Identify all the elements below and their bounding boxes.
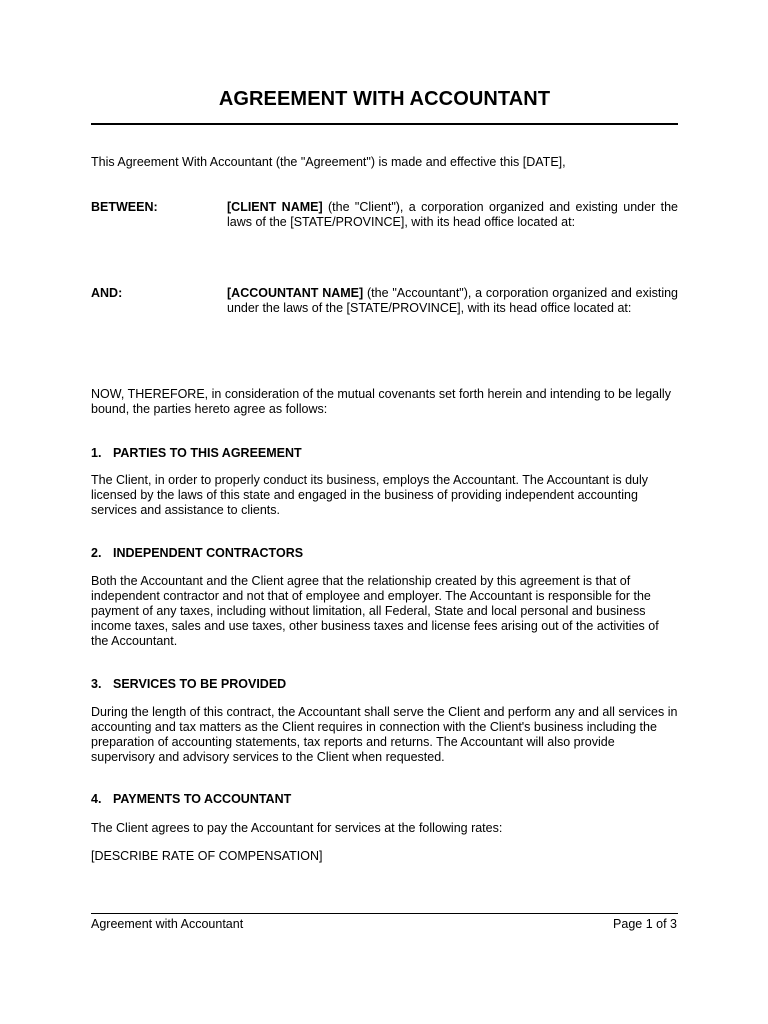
section-4-body: The Client agrees to pay the Accountant for services at the following rates:	[91, 821, 503, 835]
section-2-body: Both the Accountant and the Client agree that the relationship created by this agreement is that of independent contractor and not that of employee and employer. The Accountant is responsible for the payment of any taxes, including without limitation, all Federal, State and local personal and business income taxes, sales and use taxes, other business taxes and license fees arising out of the activities of the Accountant.	[91, 574, 659, 648]
between-clause	[227, 200, 678, 230]
and-label: AND:	[91, 286, 123, 300]
section-3-title: SERVICES TO BE PROVIDED	[113, 677, 287, 691]
intro-paragraph: This Agreement With Accountant (the "Agreement") is made and effective this [DATE],	[91, 155, 566, 169]
section-4-number: 4.	[91, 792, 102, 806]
and-clause	[227, 286, 678, 316]
between-clause-text: (the "Client"), a corporation organized and existing under the laws of the [STATE/PROVINCE], with its head office located at:	[227, 200, 678, 229]
section-3-number: 3.	[91, 677, 102, 691]
section-1-number: 1.	[91, 446, 102, 460]
section-1-heading	[91, 446, 302, 461]
and-clause-text: (the "Accountant"), a corporation organized and existing under the laws of the [STATE/PROVINCE], with its head office located at:	[227, 286, 679, 315]
title-divider	[91, 123, 678, 125]
section-1-body: The Client, in order to properly conduct its business, employs the Accountant. The Accountant is duly licensed by the laws of this state and engaged in the business of providing independent accounting services and assistance to clients.	[91, 473, 649, 517]
document-title: AGREEMENT WITH ACCOUNTANT	[218, 88, 551, 110]
section-2-number: 2.	[91, 546, 102, 560]
accountant-name-placeholder: [ACCOUNTANT NAME]	[227, 286, 364, 300]
section-2-title: INDEPENDENT CONTRACTORS	[113, 546, 304, 560]
between-label: BETWEEN:	[91, 200, 158, 214]
section-4-title: PAYMENTS TO ACCOUNTANT	[113, 792, 292, 806]
client-name-placeholder: [CLIENT NAME]	[227, 200, 323, 214]
footer-page-number: Page 1 of 3	[613, 917, 677, 931]
section-1-title: PARTIES TO THIS AGREEMENT	[113, 446, 302, 460]
footer-divider	[91, 913, 678, 914]
section-3-heading	[91, 677, 286, 692]
section-4-heading	[91, 792, 291, 807]
section-2-heading	[91, 546, 303, 561]
recital-paragraph: NOW, THEREFORE, in consideration of the mutual covenants set forth herein and intending to be legally bound, the parties hereto agree as follows:	[91, 387, 671, 416]
section-3-body: During the length of this contract, the Accountant shall serve the Client and perform any and all services in accounting and tax matters as the Client requires in connection with the Client's business including the preparation of accounting statements, tax reports and returns. The Accountant will also provide supervisory and advisory services to the Client when requested.	[91, 705, 678, 764]
footer-document-name: Agreement with Accountant	[91, 917, 244, 931]
compensation-placeholder: [DESCRIBE RATE OF COMPENSATION]	[91, 849, 323, 863]
